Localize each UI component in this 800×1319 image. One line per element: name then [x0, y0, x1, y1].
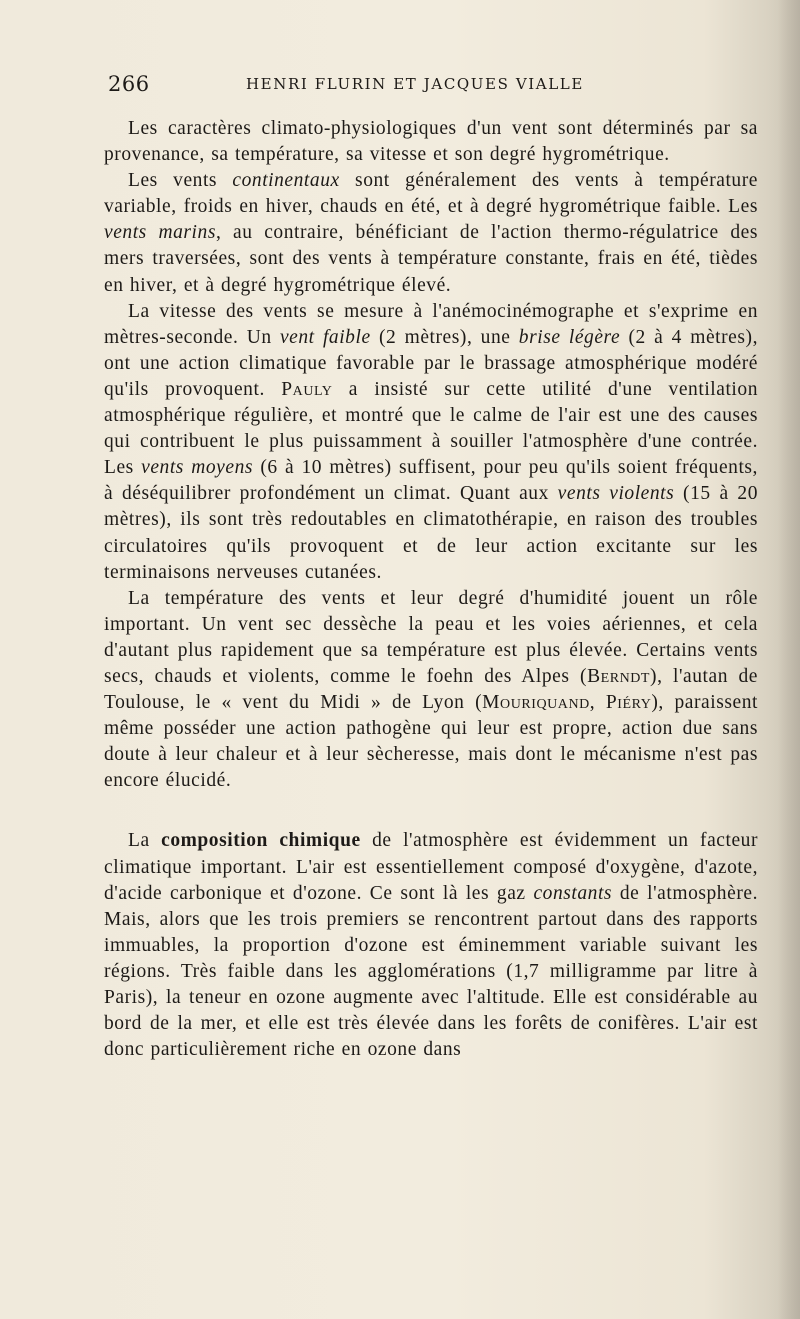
text-italic: vents moyens	[141, 457, 254, 479]
paragraph-chemical-composition	[104, 828, 758, 1063]
section-break	[104, 794, 758, 828]
paragraph-wind-speed	[104, 299, 758, 586]
page-number: 266	[108, 72, 150, 96]
text-run: La	[128, 830, 162, 852]
text-italic: vents marins	[104, 222, 216, 244]
text-run: La température des vents et leur degré d'humidité jouent un rôle important. Un vent sec dessèche la peau et les voies aériennes, et cela d'autant plus rapidement que sa température est plus élevée. Certains vents secs, chauds et violents, comme le foehn des Alpes (	[104, 587, 758, 687]
text-run: (2 mètres), une	[370, 326, 519, 348]
running-head: HENRI FLURIN ET JACQUES VIALLE	[246, 75, 584, 93]
text-italic: vent faible	[279, 326, 371, 348]
text-run: ), paraissent même posséder une action pathogène qui leur est propre, action due sans doute à leur chaleur et à leur sècheresse, mais dont le mécanisme n'est pas encore élucidé.	[104, 692, 758, 792]
text-run: , au contraire, bénéficiant de l'action thermo-régulatrice des mers traversées, sont des vents à température constante, frais en été, tièdes en hiver, et à degré hygrométrique élevé.	[104, 222, 758, 296]
body-text	[104, 116, 758, 1063]
text-run: Les vents	[128, 170, 233, 192]
text-run: de l'atmosphère. Mais, alors que les trois premiers se rencontrent partout dans des rapports immuables, la proportion d'ozone est éminemment variable suivant les régions. Très faible dans les agglomérations (1,7 milligramme par litre à Paris), la teneur en ozone augmente avec l'altitude. Elle est considérable au bord de la mer, et elle est très élevée dans les forêts de conifères. L'air est donc particulièrement riche en ozone dans	[104, 882, 758, 1061]
text-bold: composition chimique	[161, 830, 361, 852]
text-run: a insisté sur cette utilité d'une ventilation atmosphérique régulière, et montré que le calme de l'air est une des causes qui contribuent le plus puissamment à souiller l'atmosphère d'une contrée. Les	[104, 378, 758, 479]
text-italic: continentaux	[232, 170, 340, 192]
text-run: ,	[589, 692, 606, 714]
text-run: sont généralement des vents à température variable, froids en hiver, chauds en été, et à degré hygrométrique faible. Les	[104, 170, 758, 218]
text-smallcaps: Mouriquand	[482, 692, 590, 714]
text-italic: brise légère	[518, 326, 621, 348]
paragraph-continental-marine-winds	[104, 168, 758, 298]
text-smallcaps: Berndt	[587, 665, 651, 687]
paragraph-wind-temperature-humidity	[104, 586, 758, 795]
text-run: (15 à 20 mètres), ils sont très redoutables en climatothérapie, en raison des troubles circulatoires qu'ils provoquent et de leur action excitante sur les terminaisons nerveuses cutanées.	[104, 483, 759, 583]
text-run: de l'atmosphère est évidemment un facteur climatique important. L'air est essentiellement composé d'oxygène, d'azote, d'acide carbonique et d'ozone. Ce sont là les gaz	[104, 830, 758, 904]
page-header	[108, 72, 758, 100]
text-run: ), l'autan de Toulouse, le « vent du Midi » de Lyon (	[104, 665, 758, 714]
text-run: (6 à 10 mètres) suffisent, pour peu qu'ils soient fréquents, à déséquilibrer profondément un climat. Quant aux	[104, 457, 758, 505]
paragraph-wind-characteristics	[104, 116, 758, 168]
text-smallcaps: Pauly	[281, 378, 333, 400]
text-run: La vitesse des vents se mesure à l'anémocinémographe et s'exprime en mètres-seconde. Un	[104, 300, 758, 348]
text-italic: vents violents	[557, 483, 675, 505]
text-smallcaps: Piéry	[605, 692, 652, 714]
text-run: Les caractères climato-physiologiques d'un vent sont déterminés par sa provenance, sa température, sa vitesse et son degré hygrométrique.	[104, 118, 758, 166]
text-italic: constants	[533, 882, 613, 904]
text-run: (2 à 4 mètres), ont une action climatique favorable par le brassage atmosphérique modéré qu'ils provoquent.	[104, 326, 758, 400]
page-edge-shadow	[778, 0, 800, 1319]
